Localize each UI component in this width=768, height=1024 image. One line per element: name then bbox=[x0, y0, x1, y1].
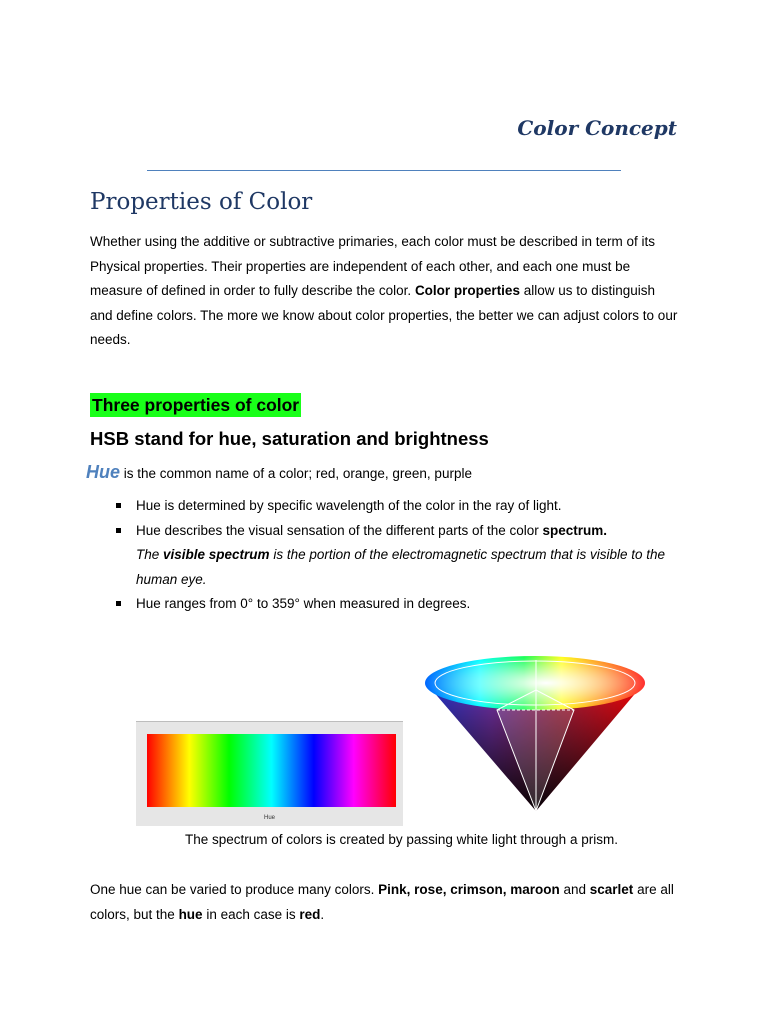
hsb-color-cone-image bbox=[424, 655, 646, 815]
bullet-icon bbox=[116, 528, 121, 533]
closing-paragraph: One hue can be varied to produce many colors. Pink, rose, crimson, maroon and scarlet are all colors, but the hue in each case is red. bbox=[90, 882, 674, 922]
hue-definition: Hue is the common name of a color; red, orange, green, purple bbox=[86, 462, 472, 482]
bullet-icon bbox=[116, 601, 121, 606]
highlighted-heading: Three properties of color bbox=[92, 395, 300, 415]
visible-spectrum-note: The visible spectrum is the portion of the electromagnetic spectrum that is visible to the human eye. bbox=[136, 547, 666, 587]
hue-spectrum-label: Hue bbox=[264, 815, 276, 821]
color-properties-term: Color properties bbox=[414, 283, 520, 298]
list-item: Hue ranges from 0° to 359° when measured in degrees. bbox=[90, 592, 690, 617]
header-divider bbox=[147, 170, 621, 171]
list-item: Hue is determined by specific wavelength of the color in the ray of light. bbox=[90, 494, 690, 519]
hsb-subheading: HSB stand for hue, saturation and brightness bbox=[90, 428, 489, 449]
hue-spectrum-gradient bbox=[147, 734, 396, 807]
bullet-icon bbox=[116, 503, 121, 508]
hue-term: Hue bbox=[86, 462, 121, 482]
hue-bullet-list bbox=[90, 494, 690, 617]
list-item: Hue describes the visual sensation of the different parts of the color spectrum. bbox=[90, 519, 690, 544]
figure-caption: The spectrum of colors is created by passing white light through a prism. bbox=[185, 832, 618, 847]
document-header-title: Color Concept bbox=[517, 116, 677, 140]
section-title: Properties of Color bbox=[90, 189, 313, 215]
intro-paragraph: Whether using the additive or subtractive primaries, each color must be described in term of its Physical properties. Their properties are independent of each other, and each one must be measure of defined in order to fully describe the color. Color properties allow us to distinguish and define colors. The more we know about color properties, the better we can adjust colors to our needs. bbox=[90, 234, 678, 347]
